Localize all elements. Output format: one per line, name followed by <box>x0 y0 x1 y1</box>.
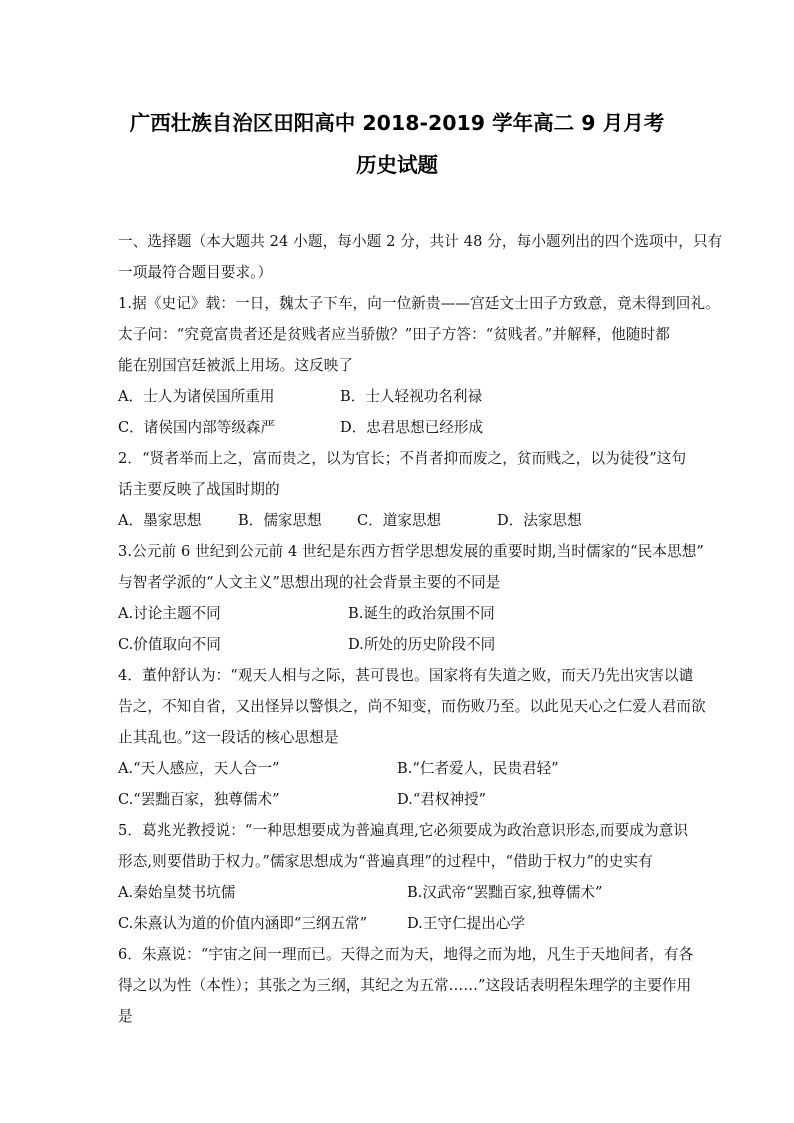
question-5-option-a: A.秦始皇焚书坑儒 <box>118 884 236 901</box>
section-instruction: 一项最符合题目要求。） <box>118 264 273 281</box>
question-5-option-b: B.汉武帝“罢黜百家,独尊儒术” <box>407 884 603 901</box>
question-1-stem: 能在别国宫廷被派上用场。这反映了 <box>118 357 354 374</box>
question-2-stem: 2．“贤者举而上之，富而贵之，以为官长；不肖者抑而废之，贫而贱之，以为徒役”这句 <box>118 450 687 467</box>
question-2-option-b: B．儒家思想 <box>238 512 322 529</box>
question-3-option-b: B.诞生的政治氛围不同 <box>348 605 495 622</box>
question-4-option-b: B.“仁者爱人，民贵君轻” <box>397 760 559 777</box>
question-4-option-d: D.“君权神授” <box>397 791 487 808</box>
question-6-stem: 6．朱熹说：“宇宙之间一理而已。天得之而为天，地得之而为地，凡生于天地间者，有各 <box>118 946 694 963</box>
question-3-option-a: A.讨论主题不同 <box>118 605 221 622</box>
question-3-option-c: C.价值取向不同 <box>118 636 221 653</box>
question-3-option-d: D.所处的历史阶段不同 <box>348 636 496 653</box>
question-6-stem: 是 <box>118 1008 133 1025</box>
question-5-stem: 形态,则要借助于权力。”儒家思想成为“普遍真理”的过程中，“借助于权力”的史实有 <box>118 853 653 870</box>
exam-title: 广西壮族自治区田阳高中 2018-2019 学年高二 9 月月考 <box>129 111 665 135</box>
question-1-option-b: B．士人轻视功名利禄 <box>340 388 483 405</box>
question-5-stem: 5．葛兆光教授说：“一种思想要成为普遍真理,它必须要成为政治意识形态,而要成为意识 <box>118 822 689 839</box>
question-2-option-a: A．墨家思想 <box>118 512 202 529</box>
question-1-option-c: C．诸侯国内部等级森严 <box>118 419 276 436</box>
question-4-option-c: C.“罢黜百家，独尊儒术” <box>118 791 280 808</box>
question-4-stem: 4．董仲舒认为：“观天人相与之际，甚可畏也。国家将有失道之败，而天乃先出灾害以谴 <box>118 667 694 684</box>
question-1-stem: 1.据《史记》载：一日，魏太子下车，向一位新贵——宫廷文士田子方致意，竟未得到回礼。 <box>118 295 720 312</box>
question-1-stem: 太子问：“究竟富贵者还是贫贱者应当骄傲？”田子方答：“贫贱者。”并解释，他随时都 <box>118 326 670 343</box>
question-5-option-c: C.朱熹认为道的价值内涵即“三纲五常” <box>118 915 368 932</box>
question-3-stem: 与智者学派的“人文主义”思想出现的社会背景主要的不同是 <box>118 574 501 591</box>
question-2-stem: 话主要反映了战国时期的 <box>118 481 280 498</box>
question-6-stem: 得之以为性（本性）；其张之为三纲，其纪之为五常……”这段话表明程朱理学的主要作用 <box>118 977 692 994</box>
question-4-stem: 告之，不知自省，又出怪异以警惧之，尚不知变，而伤败乃至。以此见天心之仁爱人君而欲 <box>118 698 706 715</box>
exam-subtitle: 历史试题 <box>356 153 438 177</box>
question-2-option-d: D．法家思想 <box>497 512 582 529</box>
question-4-option-a: A.“天人感应，天人合一” <box>118 760 280 777</box>
question-5-option-d: D.王守仁提出心学 <box>407 915 525 932</box>
question-4-stem: 止其乱也。”这一段话的核心思想是 <box>118 729 339 746</box>
question-2-option-c: C．道家思想 <box>357 512 442 529</box>
question-3-stem: 3.公元前 6 世纪到公元前 4 世纪是东西方哲学思想发展的重要时期,当时儒家的“民本思想” <box>118 543 704 560</box>
section-instruction: 一、选择题（本大题共 24 小题，每小题 2 分，共计 48 分，每小题列出的四个选项中，只有 <box>118 233 723 250</box>
question-1-option-a: A．士人为诸侯国所重用 <box>118 388 275 405</box>
question-1-option-d: D．忠君思想已经形成 <box>340 419 484 436</box>
